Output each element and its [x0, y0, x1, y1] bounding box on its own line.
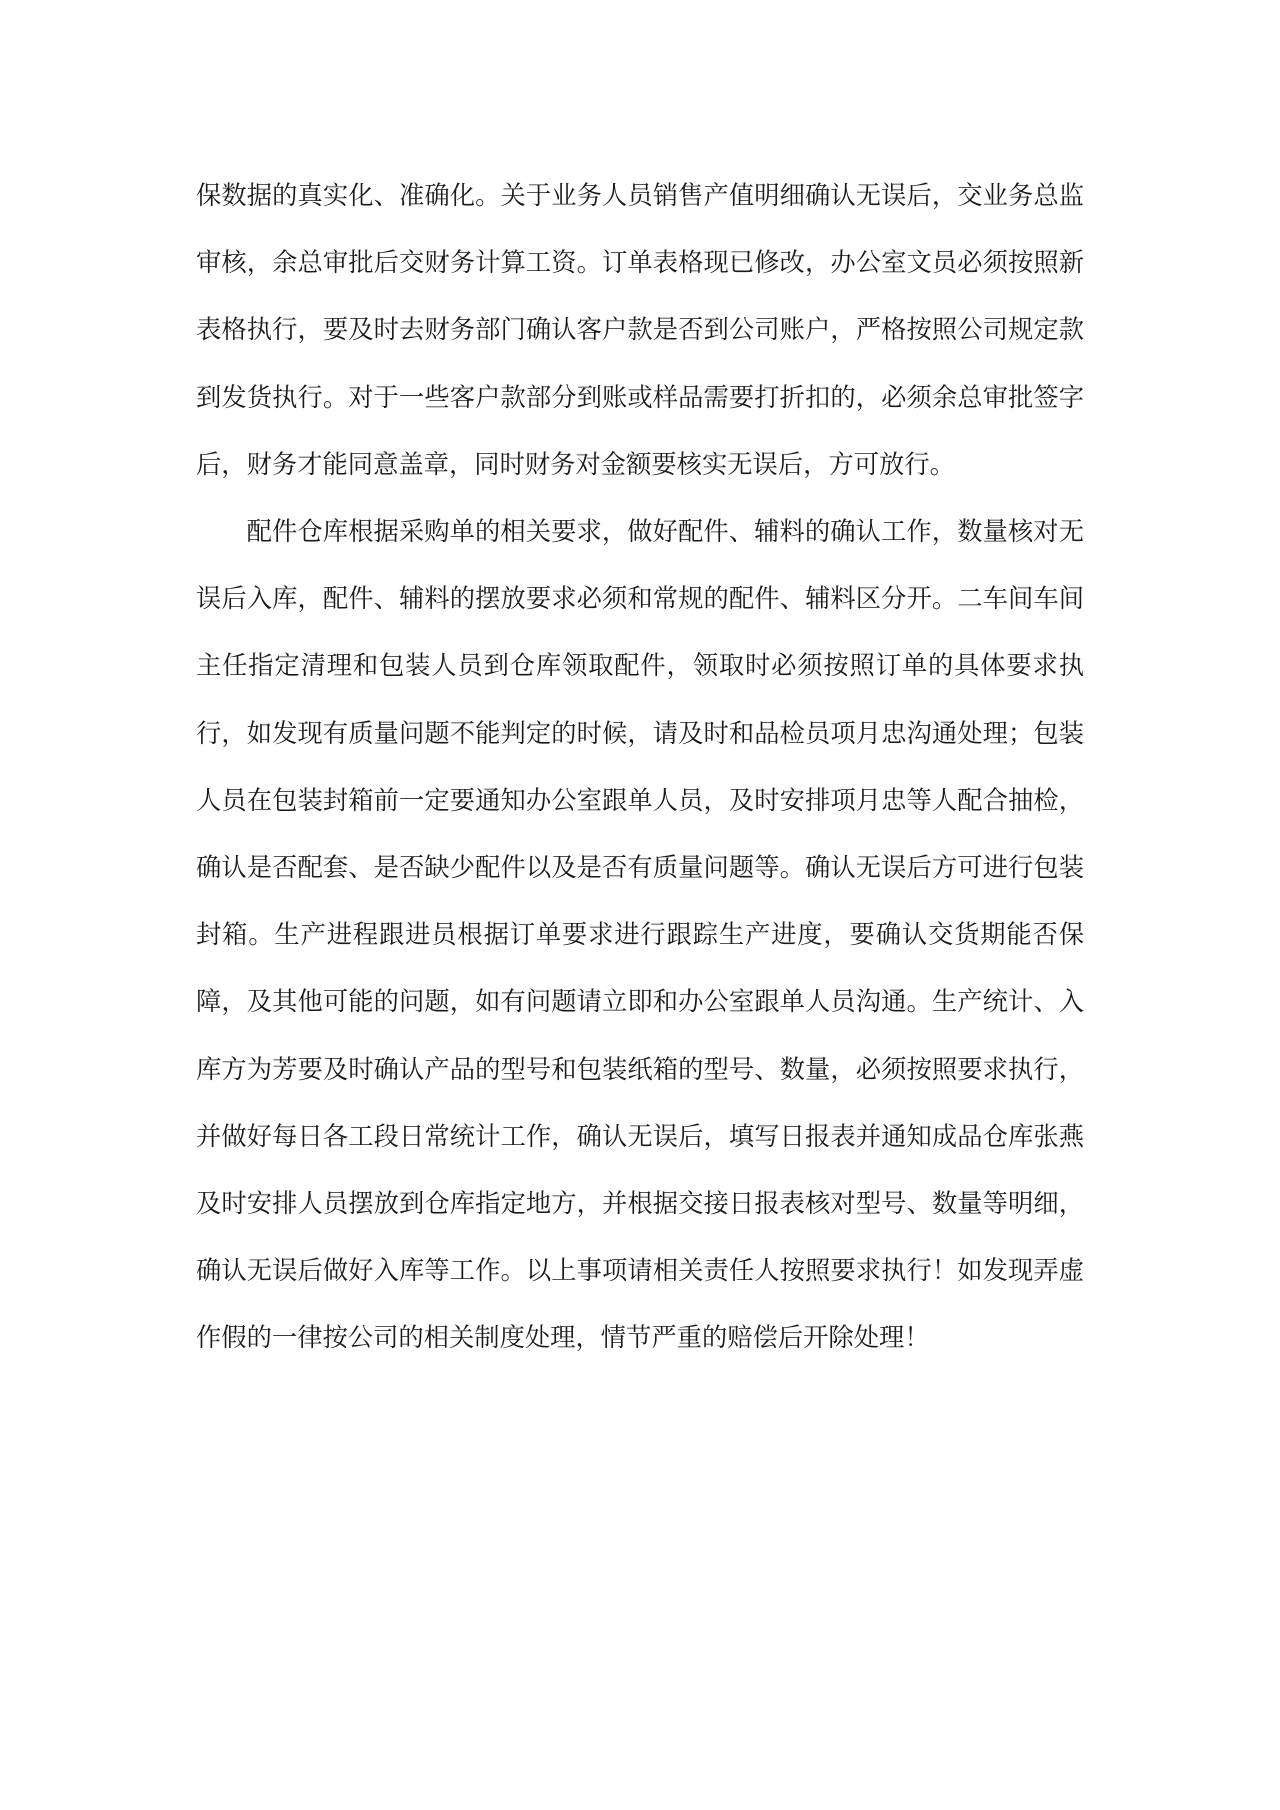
document-body — [196, 162, 1084, 1372]
paragraph-2: 配件仓库根据采购单的相关要求，做好配件、辅料的确认工作，数量核对无误后入库，配件、辅料的摆放要求必须和常规的配件、辅料区分开。二车间车间主任指定清理和包装人员到仓库领取配件，领取时必须按照订单的具体要求执行，如发现有质量问题不能判定的时候，请及时和品检员项月忠沟通处理；包装人员在包装封箱前一定要通知办公室跟单人员，及时安排项月忠等人配合抽检，确认是否配套、是否缺少配件以及是否有质量问题等。确认无误后方可进行包装封箱。生产进程跟进员根据订单要求进行跟踪生产进度，要确认交货期能否保障，及其他可能的问题，如有问题请立即和办公室跟单人员沟通。生产统计、入库方为芳要及时确认产品的型号和包装纸箱的型号、数量，必须按照要求执行，并做好每日各工段日常统计工作，确认无误后，填写日报表并通知成品仓库张燕及时安排人员摆放到仓库指定地方，并根据交接日报表核对型号、数量等明细，确认无误后做好入库等工作。以上事项请相关责任人按照要求执行！如发现弄虚作假的一律按公司的相关制度处理，情节严重的赔偿后开除处理！ — [196, 517, 1084, 1353]
paragraph-1: 保数据的真实化、准确化。关于业务人员销售产值明细确认无误后，交业务总监审核，余总审批后交财务计算工资。订单表格现已修改，办公室文员必须按照新表格执行，要及时去财务部门确认客户款是否到公司账户，严格按照公司规定款到发货执行。对于一些客户款部分到账或样品需要打折扣的，必须余总审批签字后，财务才能同意盖章，同时财务对金额要核实无误后，方可放行。 — [196, 181, 1084, 479]
